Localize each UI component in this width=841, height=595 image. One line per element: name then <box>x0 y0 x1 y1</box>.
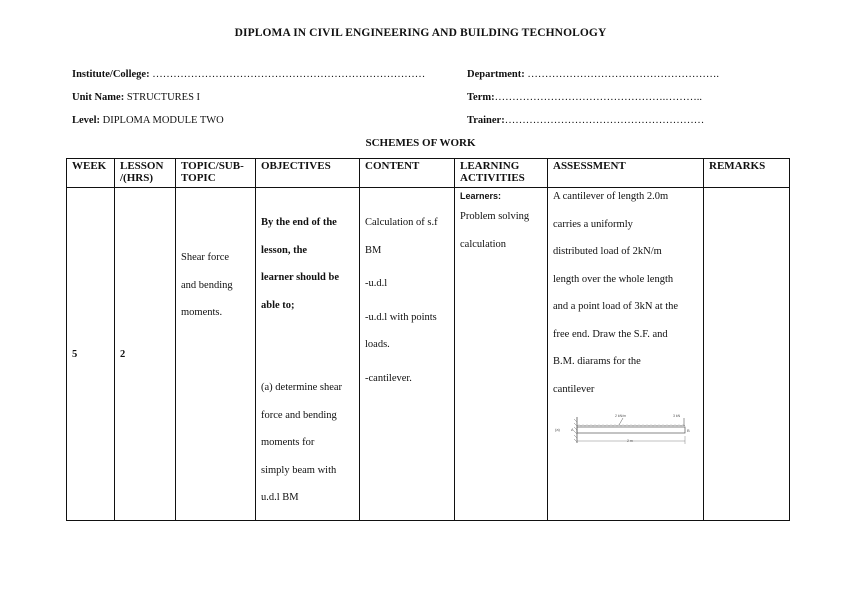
content-line: Calculation of s.f <box>365 217 438 228</box>
document-title: DIPLOMA IN CIVIL ENGINEERING AND BUILDING TECHNOLOGY <box>234 27 607 39</box>
assessment-line: B.M. diarams for the <box>553 356 641 367</box>
unit-field <box>72 92 200 103</box>
level-field <box>72 115 224 126</box>
objectives-intro-line: able to; <box>261 299 295 311</box>
point-load-label: 3 kN <box>673 414 681 418</box>
objectives-intro-line: By the end of the <box>261 217 337 228</box>
end-a-label: A <box>571 427 574 432</box>
content-line: -cantilever. <box>365 372 412 384</box>
activities-label: Learners: <box>460 191 502 201</box>
department-field <box>467 69 719 80</box>
header-assessment: ASSESSMENT <box>548 159 704 188</box>
end-b-label: B <box>687 428 690 433</box>
department-value: ………………………………………………. <box>527 69 719 80</box>
assessment-line: carries a uniformly <box>553 218 633 230</box>
institute-label: Institute/College: <box>72 69 150 80</box>
header-topic: TOPIC/SUB-TOPIC <box>176 159 256 188</box>
objective-line: force and bending <box>261 409 337 421</box>
content-cell <box>360 188 455 521</box>
week-cell: 5 <box>67 188 115 521</box>
lesson-cell: 2 <box>115 188 176 521</box>
objective-line: (a) determine shear <box>261 382 343 393</box>
assessment-line: distributed load of 2kN/m <box>553 246 662 257</box>
span-label: 2 m <box>627 439 633 443</box>
objectives-cell <box>256 188 360 521</box>
header-objectives: OBJECTIVES <box>256 159 360 188</box>
schemes-table <box>66 158 790 521</box>
objective-line: simply beam with <box>261 464 337 476</box>
header-learning-activities: LEARNING ACTIVITIES <box>455 159 548 188</box>
header-week: WEEK <box>67 159 115 188</box>
trainer-field <box>467 115 704 126</box>
learning-activities-cell <box>455 188 548 521</box>
trainer-label: Trainer: <box>467 115 505 126</box>
content-line: -u.d.l with points <box>365 311 437 323</box>
assessment-line: length over the whole length <box>553 273 674 285</box>
assessment-line: cantilever <box>553 383 595 395</box>
institute-value: …………………………………………………………………… <box>152 69 426 80</box>
department-label: Department: <box>467 69 525 80</box>
content-line: BM <box>365 244 382 256</box>
assessment-line: free end. Draw the S.F. and <box>553 328 668 340</box>
section-title: SCHEMES OF WORK <box>365 137 476 149</box>
remarks-cell <box>704 188 790 521</box>
term-field <box>467 92 702 103</box>
level-value: DIPLOMA MODULE TWO <box>102 115 224 126</box>
activity-line: Problem solving <box>460 211 530 222</box>
assessment-cell <box>548 188 704 521</box>
objective-line: u.d.l BM <box>261 492 299 503</box>
objectives-intro-line: lesson, the <box>261 244 308 256</box>
topic-line: moments. <box>181 307 223 318</box>
assessment-line: and a point load of 3kN at the <box>553 301 679 312</box>
objectives-intro-line: learner should be <box>261 272 339 283</box>
unit-label: Unit Name: <box>72 92 125 103</box>
level-label: Level: <box>72 115 100 126</box>
content-line: -u.d.l <box>365 278 388 289</box>
table-row <box>67 188 790 521</box>
topic-line: Shear force <box>181 252 230 263</box>
header-content: CONTENT <box>360 159 455 188</box>
topic-cell <box>176 188 256 521</box>
unit-value: STRUCTURES I <box>126 92 201 103</box>
header-lesson: LESSON /(HRS) <box>115 159 176 188</box>
assessment-line: A cantilever of length 2.0m <box>553 191 669 202</box>
diagram-label: (a) <box>555 427 560 432</box>
cantilever-diagram-icon <box>553 411 693 453</box>
activity-line: calculation <box>460 238 507 250</box>
term-value: ………………………………………….……….. <box>494 92 702 103</box>
header-remarks: REMARKS <box>704 159 790 188</box>
institute-field <box>72 69 425 80</box>
term-label: Term: <box>467 92 495 103</box>
objective-line: moments for <box>261 437 315 448</box>
content-line: loads. <box>365 339 390 350</box>
trainer-value: ………………………………………………… <box>504 115 705 126</box>
udl-label: 2 kN/m <box>615 414 627 418</box>
topic-line: and bending <box>181 279 233 291</box>
